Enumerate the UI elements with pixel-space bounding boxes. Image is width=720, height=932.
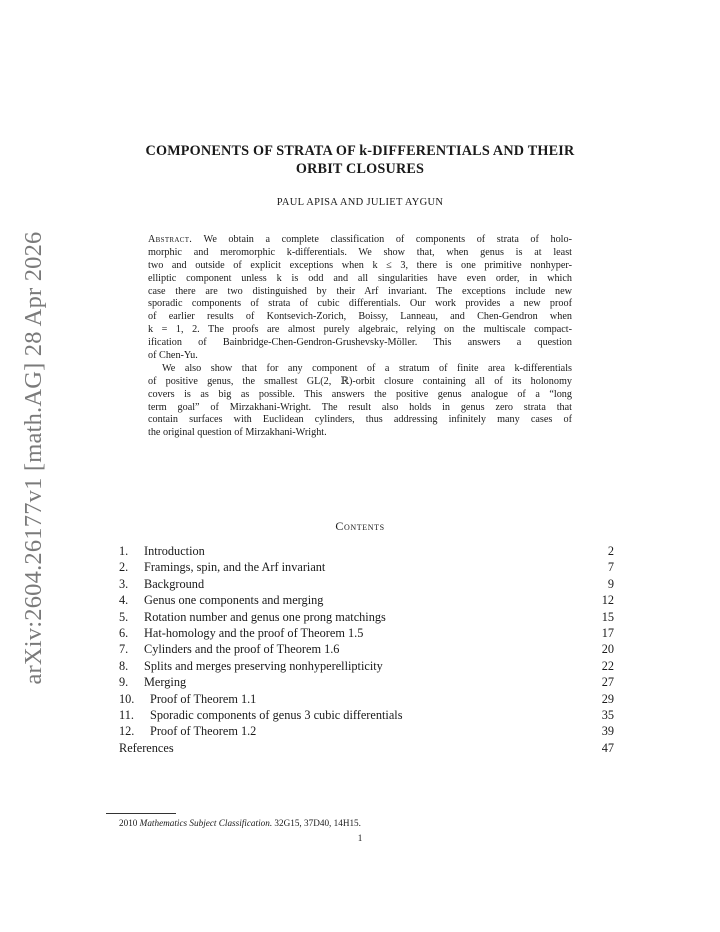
toc-entry-label [119, 740, 174, 756]
toc-entry[interactable] [119, 625, 614, 641]
toc-entry[interactable] [119, 740, 614, 756]
toc-section-number: 3. [119, 576, 129, 591]
abstract-line-text: morphic and meromorphic k-differentials. We show that, when genus is at least [148, 246, 572, 258]
arxiv-identifier-stamp [4, 231, 64, 685]
toc-entry[interactable] [119, 658, 614, 674]
abstract-line [148, 298, 572, 311]
toc-entry[interactable] [119, 543, 614, 559]
abstract-line [148, 273, 572, 286]
toc-entry-label [119, 559, 325, 575]
footnote-rule [106, 813, 176, 814]
paper-title [100, 142, 620, 178]
abstract-line-text: case there are two distinguished by their Arf invariant. The exceptions include new [148, 285, 572, 297]
toc-section-title: Framings, spin, and the Arf invariant [144, 560, 326, 575]
abstract-line-text: of earlier results of Kontsevich-Zorich, Boissy, Lanneau, and Chen-Gendron when [148, 311, 572, 323]
abstract-line [148, 414, 572, 427]
abstract-line [148, 363, 572, 376]
abstract-line [148, 324, 572, 337]
toc-entry-label [119, 543, 205, 559]
toc-section-title: Introduction [144, 544, 205, 558]
abstract-line-text: k = 1, 2. The proofs are almost purely algebraic, relying on the multiscale compact- [148, 324, 572, 336]
toc-section-title: Merging [144, 675, 187, 690]
abstract-line-text: covers is as big as possible. This answers the positive genus analogue of a “long [148, 388, 572, 400]
contents-heading: Contents [335, 519, 385, 533]
toc-section-title: Cylinders and the proof of Theorem 1.6 [144, 642, 340, 657]
toc-entry[interactable] [119, 609, 614, 625]
abstract-line-text: We obtain a complete classification of components of strata of holo- [192, 234, 572, 245]
paper-title-line-1: COMPONENTS OF STRATA OF k-DIFFERENTIALS AND THEIR [145, 143, 575, 159]
toc-section-number: 8. [119, 658, 129, 673]
toc-entry[interactable] [119, 576, 614, 592]
page-number: 1 [357, 833, 363, 843]
toc-entry-label [119, 592, 323, 608]
toc-page-number: 29 [601, 691, 614, 706]
toc-page-number: 27 [601, 675, 614, 690]
abstract-line-text: We also show that for any component of a stratum of finite area k-differentials [162, 362, 572, 374]
toc-section-title: Sporadic components of genus 3 cubic differentials [150, 707, 403, 722]
footnote-codes: 32G15, 37D40, 14H15. [274, 818, 361, 828]
toc-entry-label [119, 707, 402, 723]
toc-page-number: 47 [601, 740, 614, 755]
abstract-line [148, 311, 572, 324]
toc-page-number: 20 [601, 642, 614, 657]
abstract-heading: Abstract. [148, 234, 193, 245]
toc-page-number: 35 [601, 707, 614, 722]
footnote-year: 2010 [119, 818, 138, 828]
toc-section-title: Rotation number and genus one prong matchings [144, 609, 386, 624]
toc-section-number: 4. [119, 593, 129, 608]
footnote [119, 818, 361, 828]
abstract [148, 234, 572, 440]
toc-entry[interactable] [119, 723, 614, 739]
table-of-contents [119, 543, 614, 756]
abstract-line-text: contain surfaces with Euclidean cylinders, thus addressing infinitely many cases of [148, 414, 572, 426]
paper-title-line-2: ORBIT CLOSURES [295, 161, 425, 177]
toc-section-title: References [119, 740, 174, 755]
abstract-line-text: two and outside of explicit exceptions when k ≤ 3, there is one primitive nonhyper- [148, 259, 572, 271]
toc-section-number: 1. [119, 544, 129, 558]
toc-entry-label [119, 691, 256, 707]
toc-section-title: Genus one components and merging [144, 593, 324, 608]
abstract-line [148, 402, 572, 415]
toc-section-number: 12. [119, 724, 135, 739]
toc-section-number: 2. [119, 560, 129, 575]
abstract-line [148, 389, 572, 402]
toc-section-number: 10. [119, 691, 135, 706]
toc-page-number: 22 [601, 658, 614, 673]
toc-entry[interactable] [119, 707, 614, 723]
abstract-line [148, 286, 572, 299]
toc-entry-label [119, 674, 186, 690]
toc-page-number: 7 [607, 560, 614, 575]
toc-entry[interactable] [119, 592, 614, 608]
abstract-line-text: ification of Bainbridge-Chen-Gendron-Grushevsky-Möller. This answers a question [148, 337, 572, 349]
abstract-line [148, 350, 572, 363]
toc-page-number: 2 [607, 544, 614, 558]
toc-section-number: 6. [119, 625, 129, 640]
toc-page-number: 15 [601, 609, 614, 624]
toc-entry[interactable] [119, 691, 614, 707]
toc-section-title: Background [144, 576, 205, 591]
toc-section-number: 11. [119, 707, 134, 722]
abstract-line-text: sporadic components of strata of cubic differentials. Our work provides a new proof [148, 298, 572, 310]
toc-section-number: 5. [119, 609, 129, 624]
toc-section-number: 9. [119, 675, 129, 690]
abstract-line [148, 247, 572, 260]
toc-entry-label [119, 609, 386, 625]
toc-entry[interactable] [119, 641, 614, 657]
toc-entry-label [119, 576, 204, 592]
abstract-line [148, 234, 572, 247]
toc-section-title: Proof of Theorem 1.1 [150, 691, 257, 706]
toc-page-number: 9 [607, 576, 614, 591]
abstract-line [148, 427, 572, 440]
toc-entry-label [119, 723, 256, 739]
abstract-line-text: elliptic component unless k is odd and all singularities have even order, in which [148, 272, 572, 284]
toc-entry[interactable] [119, 674, 614, 690]
footnote-label: Mathematics Subject Classification. [139, 818, 273, 828]
toc-page-number: 12 [601, 593, 614, 608]
toc-entry-label [119, 658, 383, 674]
abstract-line-text: of Chen-Yu. [148, 350, 198, 362]
toc-section-title: Hat-homology and the proof of Theorem 1.5 [144, 625, 364, 640]
abstract-line [148, 260, 572, 273]
toc-entry-label [119, 625, 363, 641]
arxiv-stamp-text: arXiv:2604.26177v1 [math.AG] 28 Apr 2026 [20, 231, 47, 685]
abstract-line [148, 376, 572, 389]
toc-section-title: Proof of Theorem 1.2 [150, 724, 257, 739]
toc-page-number: 39 [601, 724, 614, 739]
toc-section-number: 7. [119, 642, 129, 657]
abstract-line-text: term goal” of Mirzakhani-Wright. The result also holds in genus zero strata that [148, 401, 572, 413]
abstract-line-text: the original question of Mirzakhani-Wright. [148, 427, 327, 439]
toc-entry[interactable] [119, 559, 614, 575]
abstract-line [148, 337, 572, 350]
toc-page-number: 17 [601, 625, 614, 640]
paper-authors: PAUL APISA AND JULIET AYGUN [276, 197, 444, 208]
abstract-line-text: of positive genus, the smallest GL(2, ℝ)-orbit closure containing all of its holonomy [148, 375, 572, 387]
toc-section-title: Splits and merges preserving nonhyperellipticity [144, 658, 383, 673]
toc-entry-label [119, 641, 339, 657]
